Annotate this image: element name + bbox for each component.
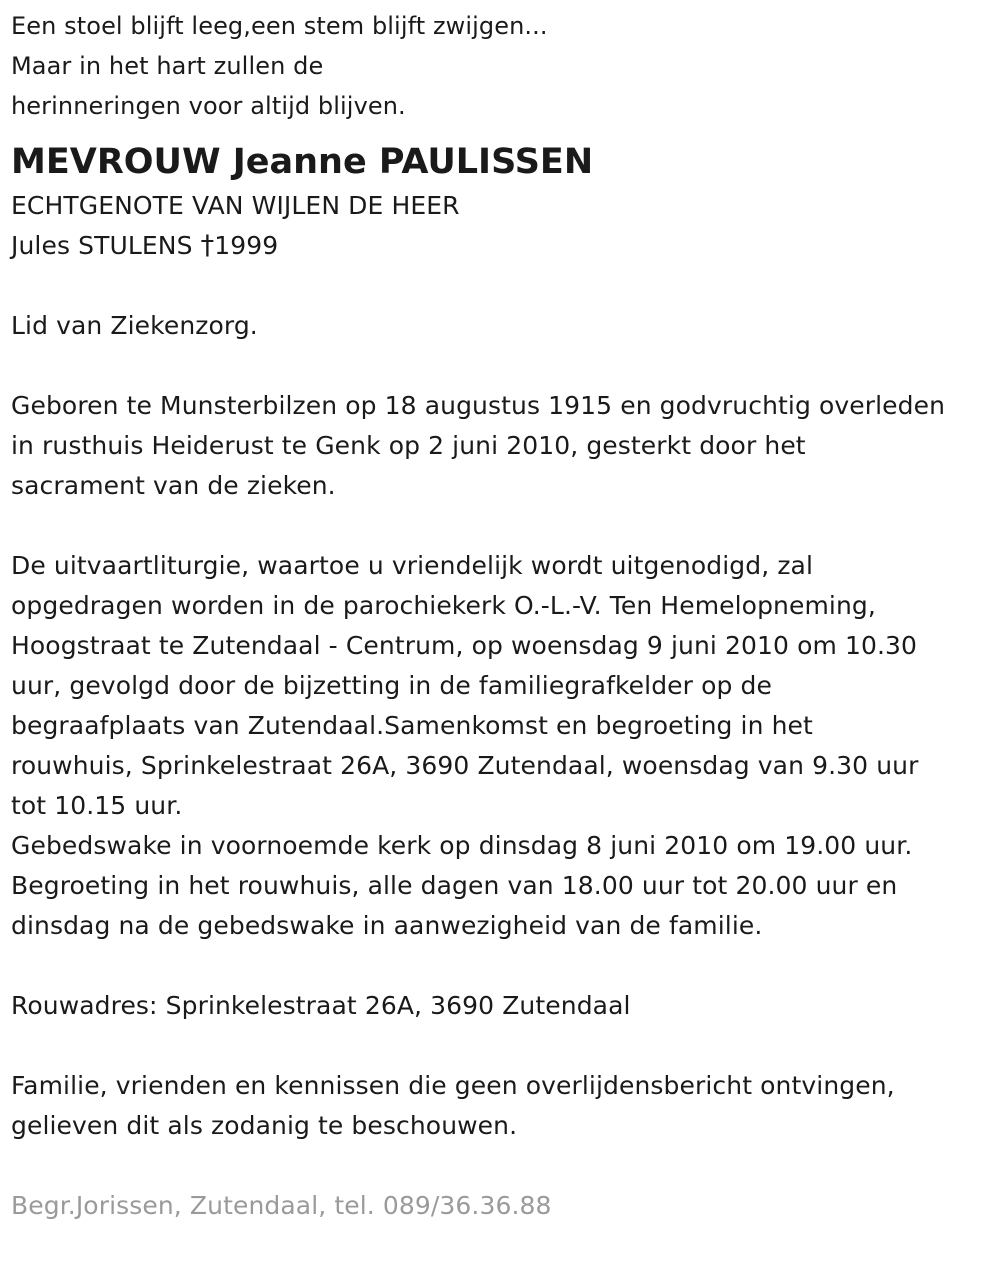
cross-icon: † [200,230,215,261]
paragraph-line: opgedragen worden in de parochiekerk O.-L.-V. Ten Hemelopneming, [11,591,876,620]
quote-line: herinneringen voor altijd blijven. [11,92,406,120]
quote-line: Maar in het hart zullen de [11,52,324,80]
paragraph-line: begraafplaats van Zutendaal.Samenkomst en begroeting in het [11,711,813,740]
notice-paragraph [11,1066,991,1146]
paragraph-line: Gebedswake in voornoemde kerk op dinsdag 8 juni 2010 om 19.00 uur. [11,831,913,860]
paragraph-line: tot 10.15 uur. [11,791,183,820]
spouse-line [11,226,991,266]
paragraph-line: rouwhuis, Sprinkelestraat 26A, 3690 Zutendaal, woensdag van 9.30 uur [11,751,919,780]
paragraph-line: sacrament van de zieken. [11,471,336,500]
memorial-quote [11,6,991,126]
funeral-director-footer: Begr.Jorissen, Zutendaal, tel. 089/36.36.88 [11,1191,552,1220]
birth-death-paragraph [11,386,991,506]
mourning-address: Rouwadres: Sprinkelestraat 26A, 3690 Zutendaal [11,991,631,1020]
paragraph-line: in rusthuis Heiderust te Genk op 2 juni 2010, gesterkt door het [11,431,806,460]
paragraph-line: Geboren te Munsterbilzen op 18 augustus 1915 en godvruchtig overleden [11,391,946,420]
paragraph-line: dinsdag na de gebedswake in aanwezigheid van de familie. [11,911,763,940]
membership-text: Lid van Ziekenzorg. [11,311,258,340]
paragraph-line: uur, gevolgd door de bijzetting in de familiegrafkelder op de [11,671,772,700]
paragraph-line: Familie, vrienden en kennissen die geen overlijdensbericht ontvingen, [11,1071,895,1100]
spouse-death-year: 1999 [214,231,279,260]
relation-text: ECHTGENOTE VAN WIJLEN DE HEER [11,191,460,220]
paragraph-line: Hoogstraat te Zutendaal - Centrum, op woensdag 9 juni 2010 om 10.30 [11,631,918,660]
funeral-paragraph [11,546,991,946]
deceased-name: MEVROUW Jeanne PAULISSEN [11,142,594,182]
paragraph-line: gelieven dit als zodanig te beschouwen. [11,1111,518,1140]
paragraph-line: Begroeting in het rouwhuis, alle dagen van 18.00 uur tot 20.00 uur en [11,871,898,900]
spouse-name: Jules STULENS [11,231,193,260]
obituary-notice [11,6,991,1226]
paragraph-line: De uitvaartliturgie, waartoe u vriendelijk wordt uitgenodigd, zal [11,551,814,580]
quote-line: Een stoel blijft leeg,een stem blijft zwijgen... [11,12,548,40]
